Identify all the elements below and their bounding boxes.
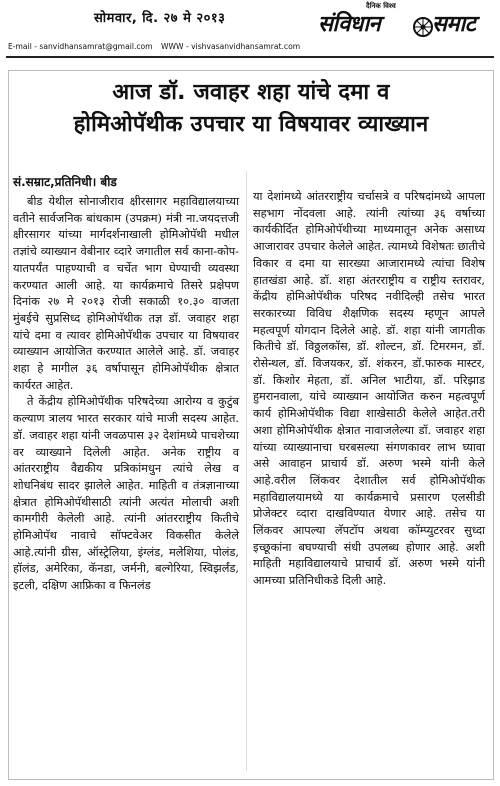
masthead	[318, 2, 496, 50]
headline-line-1: आज डॉ. जवाहर शहा यांचे दमा व	[112, 80, 390, 105]
right-column	[253, 189, 485, 590]
headline-line-2: होमिओपॅथीक उपचार या विषयावर व्याख्यान	[73, 112, 429, 137]
news-article	[8, 70, 494, 780]
email-text: E-mail - sanvidhansamrat@gmail.com	[8, 42, 153, 51]
paragraph: या देशांमध्ये आंतरराष्ट्रीय चर्चासत्रे व परिषदांमध्ये आपला सहभाग नोंदवला आहे. त्यांनी त्यांच्या ३६ वर्षाच्या कार्यकीर्दित होमिओपॅथीच्या माध्यमातून अनेक असाध्य आजारावर उपचार केलेले आहेत. त्यामध्ये विशेषतः छातीचे विकार व दमा या सारख्या आजारामध्ये त्यांचा विशेष हातखंडा आहे. डॉ. शहा अंतरराष्ट्रीय व राष्ट्रीय स्तरावर, केंद्रीय होमिओपॅथीक परिषद नवीदिल्ही तसेच भारत सरकारच्या विविध शैक्षणिक सदस्य म्हणून आपले महत्वपूर्ण योगदान दिलेले आहे. डॉ. शहा यांनी जागतीक कितीचे डॉ. विठ्ठलकॉस, डॉ. शोल्टन, डॉ. टिमरमन, डॉ. रोसेन्थल, डॉ. विजयकर, डॉ. शंकरन, डॉ.फारुक मास्टर, डॉ. किशोर मेहता, डॉ. अनिल भाटीया, डॉ. परिझाड हुमरानवाला, यांचे व्याख्यान आयोजित करुन महत्वपूर्ण कार्य होमिओपॅथीक विद्या शाखेसाठी केलेले आहेत.तरी अशा होमिओपॅथीक क्षेत्रात नावाजलेल्या डॉ. जवाहर शहा यांच्या व्याख्यानाचा घरबसल्या संगणकावर लाभ घ्यावा असे आवाहन प्राचार्य डॉ. अरुण भस्मे यांनी केले आहे.वरील लिंकवर देशातील सर्व होमिओपॅथीक महाविद्यालयामध्ये या कार्यक्रमाचे प्रसारण एलसीडी प्रोजेक्टर व्दारा दाखविण्यात येणार आहे. तसेच या लिंकवर आपल्या लॅपटॉप अथवा कॉम्प्युटरवर सुध्दा इच्छूकांना बघण्याची संधी उपलब्ध होणार आहे. अशी माहिती महाविद्यालयाचे प्राचार्य डॉ. अरुण भस्मे यांनी आमच्या प्रतिनिधीकडे दिली आहे.	[253, 190, 485, 588]
issue-date: सोमवार, दि. २७ मे २०१३	[94, 11, 226, 26]
masthead-name-part2: समाट	[432, 12, 476, 37]
page-header	[0, 0, 500, 58]
article-headline	[19, 77, 483, 141]
masthead-tagline: दैनिक विश्व	[366, 2, 396, 10]
ashoka-chakra-icon	[412, 16, 434, 38]
byline: सं.सम्राट,प्रतिनिधी। बीड	[13, 175, 117, 189]
left-column	[13, 172, 239, 595]
paragraph: बीड येथील सोनाजीराव क्षीरसागर महाविद्यालयाच्या वतीने सार्वजनिक बांधकाम (उपक्रम) मंत्री ना.जयदत्तजी क्षीरसागर यांच्या मार्गदर्शनाखाली होमिओपॅथी मधील तज्ञांचे व्याख्यान वेबीनार व्दारे जगातील सर्व काना-कोप-यातपर्यंत पाहण्याची व चर्चेत भाग घेण्याची व्यवस्था करण्यात आली आहे. या कार्यक्रमाचे तिसरे प्रक्षेपण दिनांक २७ मे २०१३ रोजी सकाळी १०.३० वाजता मुंबईचे सुप्रसिध्द होमिओपॅथीक तज्ञ डॉ. जवाहर शहा यांचे दमा व त्यावर होमिओपॅथीक उपचार या विषयावर व्याख्यान आयोजित करण्यात आलेले आहे. डॉ. जवाहर शहा हे मागील ३६ वर्षापासून होमिओपॅथीक क्षेत्रात कार्यरत आहेत.	[13, 195, 239, 392]
paragraph: ते केंद्रीय होमिओपॅथीक परिषदेच्या आरोग्य व कुटुंब कल्याण त्रालय भारत सरकार यांचे माजी सदस्य आहेत. डॉ. जवाहर शहा यांनी जवळपास ३२ देशांमध्ये पाचशेच्या वर व्याख्याने दिलेली आहेत. अनेक राष्ट्रीय व आंतरराष्ट्रीय वैद्यकीय प्रत्रिकांमधुन त्यांचे लेख व शोधनिबंध सादर झालेले आहेत. माहिती व तंत्रज्ञानाच्या क्षेत्रात होमिओपॅथीसाठी त्यांनी अत्यंत मोलाची अशी कामगीरी केलेली आहे. त्यांनी आंतरराष्ट्रीय कितीचे होमिओपॅथ नावाचे सॉफ्टवेअर विकसीत केलेले आहे.त्यांनी ग्रीस, ऑस्ट्रेलिया, इंग्लंड, मलेशिया, पोलंड, हॉलंड, अमेरिका, कॅनडा, जर्मनी, बल्गेरिया, स्विझर्लंड, इटली, दक्षिण आफ्रिका व फिनलंड	[13, 395, 239, 593]
website-text: WWW - vishvasanvidhansamrat.com	[161, 42, 301, 51]
header-rule	[6, 56, 494, 58]
contact-line	[8, 42, 306, 51]
masthead-name-part1: संविधान	[318, 12, 381, 37]
column-divider	[246, 171, 247, 771]
